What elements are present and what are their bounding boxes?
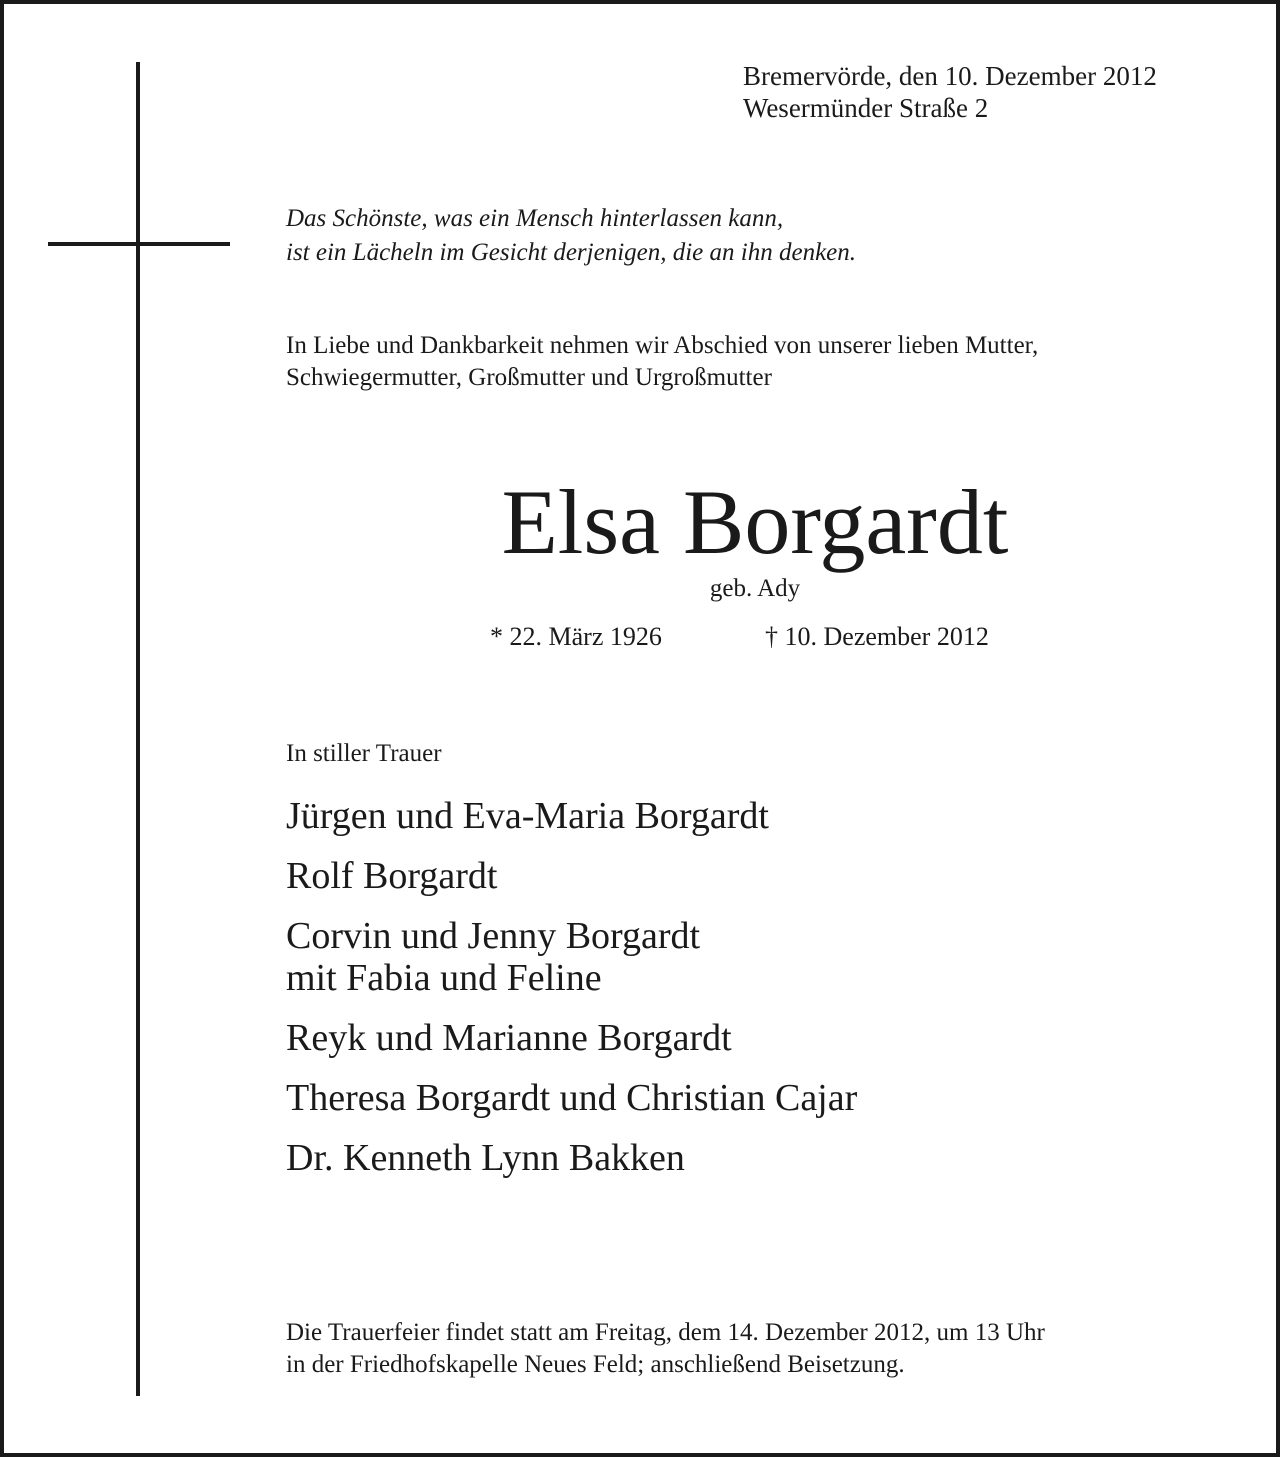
funeral-details bbox=[286, 1317, 1045, 1381]
mourner-name: Jürgen und Eva-Maria Borgardt bbox=[286, 795, 769, 837]
death-date: † 10. Dezember 2012 bbox=[765, 622, 989, 651]
mourner-name: Corvin und Jenny Borgardt bbox=[286, 915, 701, 957]
quote-line-1: Das Schönste, was ein Mensch hinterlassen kann, bbox=[286, 205, 784, 232]
ceremony-line-1: Die Trauerfeier findet statt am Freitag, dem 14. Dezember 2012, um 13 Uhr bbox=[286, 1319, 1045, 1346]
intro-line-2: Schwiegermutter, Großmutter und Urgroßmutter bbox=[286, 364, 772, 391]
address: Wesermünder Straße 2 bbox=[743, 93, 989, 123]
mourner-name: Reyk und Marianne Borgardt bbox=[286, 1017, 732, 1059]
mourner-item bbox=[286, 915, 857, 999]
place-date-block bbox=[743, 60, 1157, 124]
farewell-intro bbox=[286, 330, 1038, 394]
intro-line-1: In Liebe und Dankbarkeit nehmen wir Abschied von unserer lieben Mutter, bbox=[286, 332, 1039, 359]
cross-icon-horizontal-bar bbox=[48, 242, 230, 246]
birth-date: * 22. März 1926 bbox=[490, 622, 662, 651]
quote-line-2: ist ein Lächeln im Gesicht derjenigen, die an ihn denken. bbox=[286, 239, 857, 266]
place-date: Bremervörde, den 10. Dezember 2012 bbox=[743, 61, 1157, 91]
mourner-item bbox=[286, 855, 857, 897]
mourner-item bbox=[286, 1077, 857, 1119]
ceremony-line-2: in der Friedhofskapelle Neues Feld; anschließend Beisetzung. bbox=[286, 1351, 905, 1378]
mourning-label: In stiller Trauer bbox=[286, 740, 442, 767]
memorial-quote bbox=[286, 202, 856, 270]
mourner-name: Dr. Kenneth Lynn Bakken bbox=[286, 1137, 685, 1179]
mourner-item bbox=[286, 795, 857, 837]
mourner-name-continuation: mit Fabia und Feline bbox=[286, 957, 602, 999]
mourner-item bbox=[286, 1137, 857, 1179]
maiden-name: geb. Ady bbox=[709, 575, 801, 602]
mourner-item bbox=[286, 1017, 857, 1059]
cross-icon-vertical-bar bbox=[136, 62, 140, 1396]
deceased-name: Elsa Borgardt bbox=[501, 471, 1009, 573]
mourner-name: Rolf Borgardt bbox=[286, 855, 498, 897]
mourners-list bbox=[286, 795, 857, 1197]
mourner-name: Theresa Borgardt und Christian Cajar bbox=[286, 1077, 858, 1119]
